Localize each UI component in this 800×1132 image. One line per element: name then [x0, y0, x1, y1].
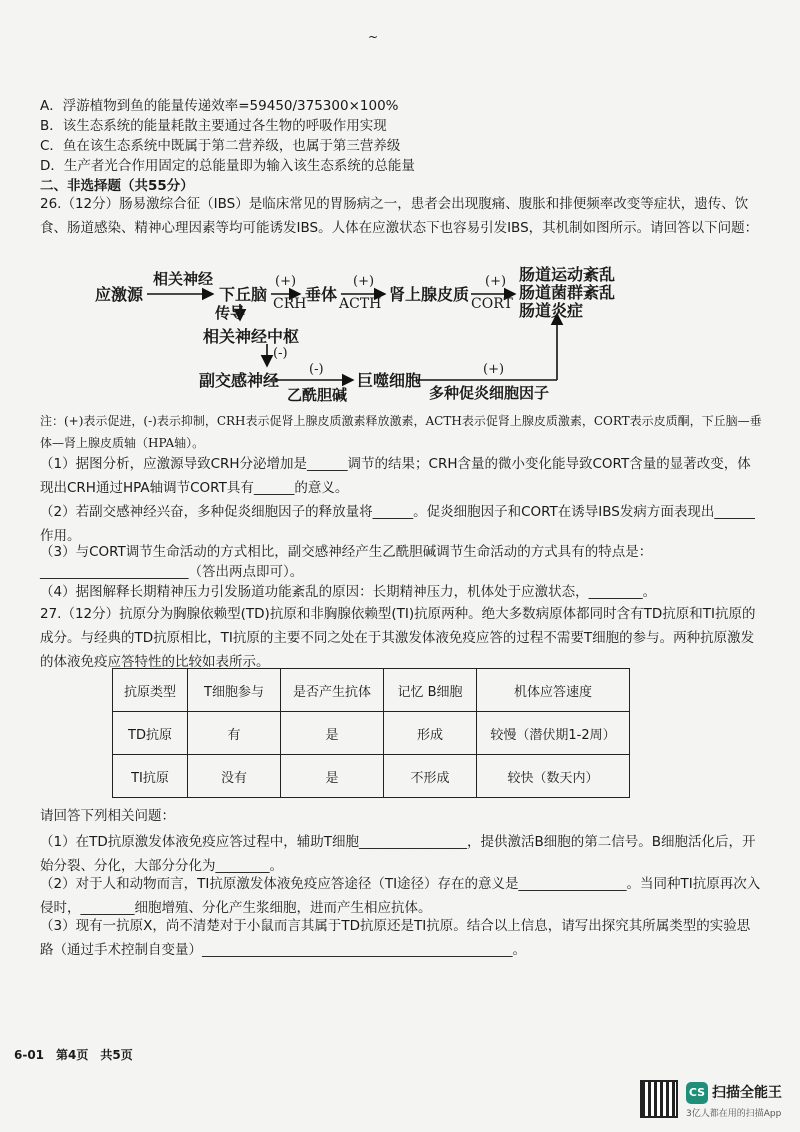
conduct-label: 传导	[215, 304, 246, 322]
table-header: T细胞参与	[188, 669, 281, 712]
table-header: 记忆 B细胞	[384, 669, 477, 712]
q26-sub2: （2）若副交感神经兴奋，多种促炎细胞因子的释放量将______。促炎细胞因子和CORT在诱导IBS发病方面表现出______作用。	[40, 504, 755, 544]
nerve-label: 相关神经	[153, 270, 214, 288]
parasympathetic-nerve: 副交感神经	[199, 371, 280, 390]
acth-label: ACTH	[339, 296, 382, 312]
q26-note: 注：(+)表示促进，(-)表示抑制，CRH表示促肾上腺皮质激素释放激素，ACTH表示促肾上腺皮质激素，CORT表示皮质酮，下丘脑—垂体—肾上腺皮质轴（HPA轴）。	[40, 414, 762, 450]
table-cell: TI抗原	[113, 755, 188, 798]
table-cell: 形成	[384, 712, 477, 755]
plus-cytokine: (+)	[483, 362, 505, 377]
q27-sub3: （3）现有一抗原X，尚不清楚对于小鼠而言其属于TD抗原还是TI抗原。结合以上信息，请写出探究其所属类型的实验思路（通过手术控制自变量）______________________________________________。	[40, 918, 751, 958]
hypothalamus: 下丘脑	[219, 285, 268, 304]
q27-sub2: （2）对于人和动物而言，TI抗原激发体液免疫应答途径（TI途径）存在的意义是________________。当同种TI抗原再次入侵时，________细胞增殖、分化产生浆细胞，进而产生相应抗体。	[40, 876, 761, 916]
table-header: 是否产生抗体	[281, 669, 384, 712]
antigen-table	[112, 668, 630, 798]
table-cell: 较快（数天内）	[477, 755, 630, 798]
q26-intro: 26.（12分）肠易激综合征（IBS）是临床常见的胃肠病之一，患者会出现腹痛、腹胀和排便频率改变等症状，遗传、饮食、肠道感染、精神心理因素等均可能诱发IBS。人体在应激状态下也容易引发IBS，其机制如图所示。请回答以下问题：	[40, 196, 759, 236]
q27-sub1: （1）在TD抗原激发体液免疫应答过程中，辅助T细胞________________，提供激活B细胞的第二信号。B细胞活化后，开始分裂、分化，大部分分化为________。	[40, 834, 756, 874]
q26-sub4: （4）据图解释长期精神压力引发肠道功能紊乱的原因：长期精神压力，机体处于应激状态，________。	[40, 584, 657, 600]
option-c: C．鱼在该生态系统中既属于第二营养级，也属于第三营养级	[40, 138, 401, 154]
option-d: D．生产者光合作用固定的总能量即为输入该生态系统的总能量	[40, 158, 415, 174]
plus-acth: (+)	[353, 274, 375, 289]
table-header-row	[113, 669, 630, 712]
q26-sub1: （1）据图分析，应激源导致CRH分泌增加是______调节的结果；CRH含量的微小变化能导致CORT含量的显著改变，体现出CRH通过HPA轴调节CORT具有______的意义。	[40, 456, 751, 496]
table-cell: TD抗原	[113, 712, 188, 755]
adrenal-cortex: 肾上腺皮质	[389, 285, 470, 304]
plus-cort: (+)	[485, 274, 507, 289]
table-cell: 有	[188, 712, 281, 755]
minus-parasym: (-)	[273, 346, 288, 361]
ibs-mechanism-diagram	[95, 262, 655, 402]
minus-ach: (-)	[309, 362, 324, 377]
table-cell: 不形成	[384, 755, 477, 798]
q26-sub3b: ______________________（答出两点即可）。	[40, 564, 304, 580]
outcome-flora: 肠道菌群紊乱	[519, 283, 616, 302]
scanner-watermark	[640, 1080, 790, 1120]
cytokines: 多种促炎细胞因子	[429, 384, 550, 402]
camscanner-logo-icon: CS	[686, 1082, 708, 1104]
table-cell: 是	[281, 755, 384, 798]
pituitary: 垂体	[305, 285, 338, 304]
table-header: 抗原类型	[113, 669, 188, 712]
option-b: B．该生态系统的能量耗散主要通过各生物的呼吸作用实现	[40, 118, 387, 134]
macrophage: 巨噬细胞	[357, 371, 422, 390]
cort-label: CORT	[471, 296, 513, 312]
qr-code-icon	[640, 1080, 678, 1118]
watermark-subtitle: 3亿人都在用的扫描App	[686, 1109, 782, 1119]
q27-ask: 请回答下列相关问题：	[40, 808, 175, 824]
q26-sub3a: （3）与CORT调节生命活动的方式相比，副交感神经产生乙酰胆碱调节生命活动的方式具有的特点是：	[40, 544, 653, 560]
acetylcholine: 乙酰胆碱	[287, 386, 348, 404]
table-header: 机体应答速度	[477, 669, 630, 712]
top-mark: ~	[368, 30, 379, 44]
table-cell: 较慢（潜伏期1-2周）	[477, 712, 630, 755]
crh-label: CRH	[273, 296, 307, 312]
watermark-title: 扫描全能王	[712, 1085, 782, 1101]
table-row	[113, 712, 630, 755]
outcome-motility: 肠道运动紊乱	[519, 265, 616, 284]
q27-intro: 27.（12分）抗原分为胸腺依赖型(TD)抗原和非胸腺依赖型(TI)抗原两种。绝大多数病原体都同时含有TD抗原和TI抗原的成分。与经典的TD抗原相比，TI抗原的主要不同之处在于其激发体液免疫应答的过程不需要T细胞的参与。两种抗原激发的体液免疫应答特性的比较如表所示。	[40, 606, 756, 670]
option-a: A．浮游植物到鱼的能量传递效率=59450/375300×100%	[40, 98, 399, 114]
outcome-inflammation: 肠道炎症	[519, 301, 584, 320]
stress-source: 应激源	[95, 285, 144, 304]
section-title: 二、非选择题（共55分）	[40, 178, 194, 194]
plus-crh: (+)	[275, 274, 297, 289]
nerve-center: 相关神经中枢	[203, 327, 300, 346]
table-row	[113, 755, 630, 798]
table-cell: 是	[281, 712, 384, 755]
page-footer: 6-01 第4页 共5页	[14, 1048, 133, 1062]
table-cell: 没有	[188, 755, 281, 798]
